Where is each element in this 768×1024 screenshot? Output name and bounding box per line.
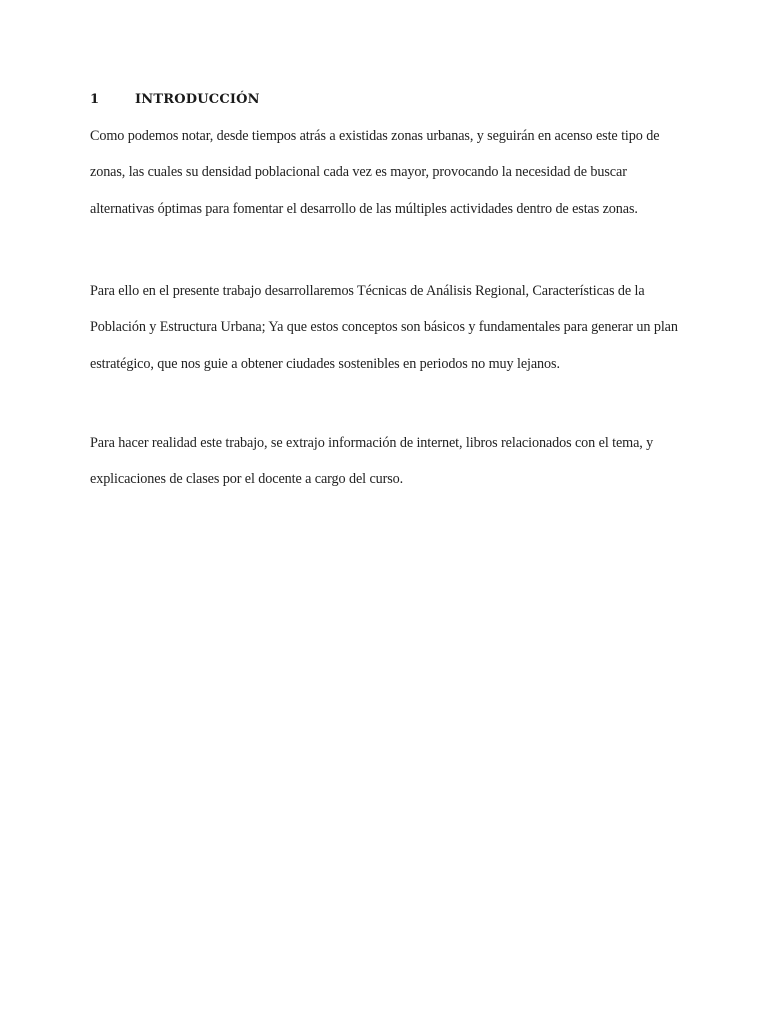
paragraph-intro: Como podemos notar, desde tiempos atrás a existidas zonas urbanas, y seguirán en acenso este tipo de zonas, las cuales su densidad poblacional cada vez es mayor, provocando la necesidad de buscar alternativas óptimas para fomentar el desarrollo de las múltiples actividades dentro de estas zonas. xyxy=(90,128,660,217)
paragraph-purpose: Para ello en el presente trabajo desarrollaremos Técnicas de Análisis Regional, Características de la Población y Estructura Urbana; Ya que estos conceptos son básicos y fundamentales para generar un plan estratégico, que nos guie a obtener ciudades sostenibles en periodos no muy lejanos. xyxy=(90,283,678,372)
paragraph-sources: Para hacer realidad este trabajo, se extrajo información de internet, libros relacionados con el tema, y explicaciones de clases por el docente a cargo del curso. xyxy=(90,435,654,488)
section-title: INTRODUCCIÓN xyxy=(135,92,260,107)
section-heading xyxy=(90,92,260,107)
section-number: 1 xyxy=(90,92,100,107)
